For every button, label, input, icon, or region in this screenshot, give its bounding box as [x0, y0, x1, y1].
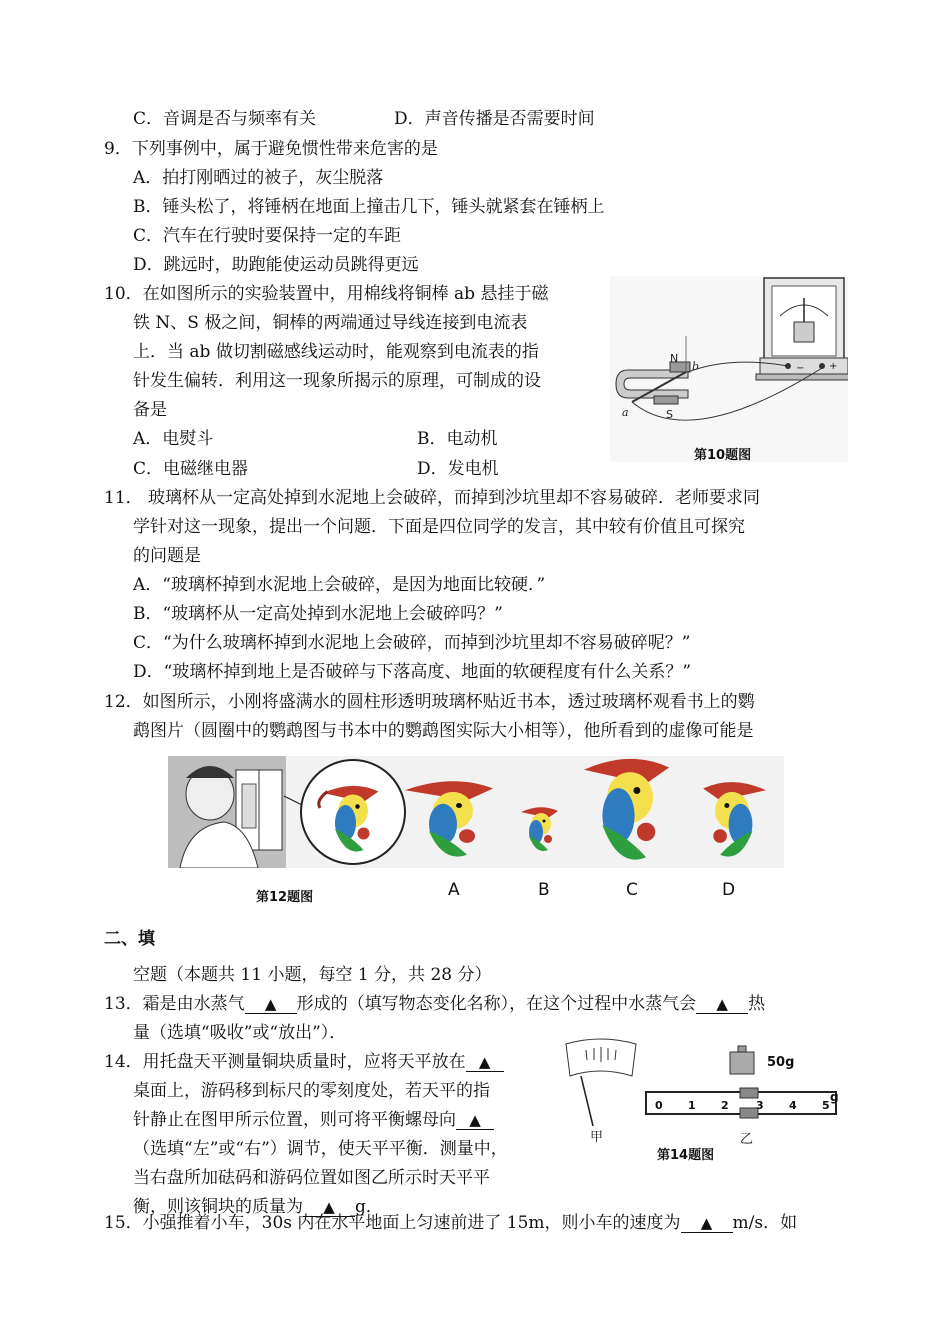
q12-label-d: D: [722, 880, 736, 900]
q9-option-a: A．拍打刚晒过的被子，灰尘脱落: [133, 168, 384, 188]
q11-stem-line2: 学针对这一现象，提出一个问题．下面是四位同学的发言，其中较有价值且可探究: [133, 517, 745, 537]
q14-unit-label: g: [830, 1090, 839, 1104]
q14-text-6: 衡，则该铜块的质量为: [133, 1197, 303, 1217]
q14-tick-2: 2: [721, 1099, 729, 1112]
q14-line2: 桌面上，游码移到标尺的零刻度处，若天平的指: [133, 1081, 490, 1101]
rod-end-a-label: a: [622, 406, 629, 419]
parrot-images: [168, 756, 784, 868]
q14-line3: [133, 1109, 494, 1131]
q14-figure: [560, 1036, 842, 1162]
q11-option-c: C．“为什么玻璃杯掉到水泥地上会破碎，而掉到沙坑里却不容易破碎呢？”: [133, 633, 691, 653]
q12-label-c: C: [626, 880, 638, 900]
q13-text-3: 热: [748, 994, 766, 1014]
q10-figure: [610, 276, 848, 462]
q11-option-b: B．“玻璃杯从一定高处掉到水泥地上会破碎吗？”: [133, 604, 503, 624]
q10-stem-line3: 上．当 ab 做切割磁感线运动时，能观察到电流表的指: [133, 342, 539, 362]
q12-caption: 第12题图: [256, 890, 314, 905]
q14-blank-2[interactable]: ▲: [456, 1111, 494, 1130]
section2-subheading: 空题（本题共 11 小题，每空 1 分，共 28 分）: [133, 965, 492, 985]
q10-stem-line5: 备是: [133, 400, 167, 420]
q10-stem-line1: 10．在如图所示的实验装置中，用棉线将铜棒 ab 悬挂于磁: [104, 284, 549, 304]
balance-dial-jia: [566, 1039, 636, 1126]
q14-tick-1: 1: [688, 1099, 696, 1112]
q13-text-1: 13．霜是由水蒸气: [104, 994, 245, 1014]
plus-terminal-label: +: [829, 361, 838, 372]
minus-terminal-label: −: [796, 363, 805, 374]
magnet-s-label: S: [666, 408, 673, 421]
q14-line1: [104, 1051, 504, 1073]
q14-tick-3: 3: [756, 1099, 764, 1112]
q14-weight-label: 50g: [767, 1055, 795, 1070]
q8-option-c: C．音调是否与频率有关: [133, 109, 317, 129]
q12-label-a: A: [448, 880, 460, 900]
q14-line4: （选填“左”或“右”）调节，使天平平衡．测量中，: [133, 1139, 508, 1159]
q14-tick-5: 5: [822, 1099, 830, 1112]
q13-blank-2[interactable]: ▲: [696, 995, 748, 1014]
q14-jia-label: 甲: [590, 1130, 604, 1145]
q11-option-a: A．“玻璃杯掉到水泥地上会破碎，是因为地面比较硬．”: [133, 575, 546, 595]
q14-blank-3[interactable]: ▲: [303, 1198, 355, 1217]
q11-stem-line3: 的问题是: [133, 546, 201, 566]
q12-figure: [168, 756, 784, 906]
q14-yi-label: 乙: [740, 1132, 754, 1147]
q9-stem: 9．下列事例中，属于避免惯性带来危害的是: [104, 139, 438, 159]
balance-beam-scale-yi: [646, 1088, 836, 1118]
galvanometer-setup-illustration: [610, 276, 848, 462]
rod-end-b-label: b: [692, 360, 700, 373]
q10-option-b: B．电动机: [417, 429, 498, 449]
q9-option-d: D．跳远时，助跑能使运动员跳得更远: [133, 255, 419, 275]
q14-text-6b: g．: [355, 1197, 383, 1217]
q15-text-1: 15．小强推着小车，30s 内在水平地面上匀速前进了 15m，则小车的速度为: [104, 1213, 681, 1233]
q11-stem-line1: 11． 玻璃杯从一定高处掉到水泥地上会破碎，而掉到沙坑里却不容易破碎．老师要求同: [104, 488, 761, 508]
q15-line1: [104, 1212, 797, 1234]
q14-tick-4: 4: [789, 1099, 797, 1112]
q14-blank-1[interactable]: ▲: [466, 1053, 504, 1072]
q12-stem-line2: 鹉图片（圆圈中的鹦鹉图与书本中的鹦鹉图实际大小相等），他所看到的虚像可能是: [133, 721, 754, 741]
q10-option-a: A．电熨斗: [133, 429, 214, 449]
q14-text-3: 针静止在图甲所示位置，则可将平衡螺母向: [133, 1110, 456, 1130]
q12-stem-line1: 12．如图所示，小刚将盛满水的圆柱形透明玻璃杯贴近书本，透过玻璃杯观看书上的鹦: [104, 692, 755, 712]
q10-option-d: D．发电机: [417, 459, 499, 479]
q14-line5: 当右盘所加砝码和游码位置如图乙所示时天平平: [133, 1168, 490, 1188]
q11-option-d: D．“玻璃杯掉到地上是否破碎与下落高度、地面的软硬程度有什么关系？”: [133, 662, 692, 682]
q9-option-b: B．锤头松了，将锤柄在地面上撞击几下，锤头就紧套在锤柄上: [133, 197, 605, 217]
q10-option-c: C．电磁继电器: [133, 459, 249, 479]
q8-option-d: D．声音传播是否需要时间: [394, 109, 595, 129]
q13-text-2: 形成的（填写物态变化名称），在这个过程中水蒸气会: [296, 994, 697, 1014]
q13-line1: [104, 993, 765, 1015]
q14-text-1: 14．用托盘天平测量铜块质量时，应将天平放在: [104, 1052, 466, 1072]
boy-reading-illustration: [168, 756, 286, 868]
q12-label-b: B: [538, 880, 550, 900]
q13-line2: 量（选填“吸收”或“放出”）．: [133, 1023, 347, 1043]
q10-stem-line2: 铁 N、S 极之间，铜棒的两端通过导线连接到电流表: [133, 313, 528, 333]
q10-stem-line4: 针发生偏转．利用这一现象所揭示的原理，可制成的设: [133, 371, 541, 391]
q15-blank-1[interactable]: ▲: [681, 1214, 733, 1233]
weight-50g-icon: [730, 1046, 754, 1074]
q13-blank-1[interactable]: ▲: [245, 995, 297, 1014]
section2-heading: 二、填: [104, 929, 155, 949]
q14-tick-0: 0: [655, 1099, 663, 1112]
q10-caption: 第10题图: [694, 448, 752, 463]
q15-text-2: m/s．如: [732, 1213, 798, 1233]
magnet-n-label: N: [670, 352, 679, 365]
q9-option-c: C．汽车在行驶时要保持一定的车距: [133, 226, 402, 246]
q14-caption: 第14题图: [657, 1148, 715, 1163]
